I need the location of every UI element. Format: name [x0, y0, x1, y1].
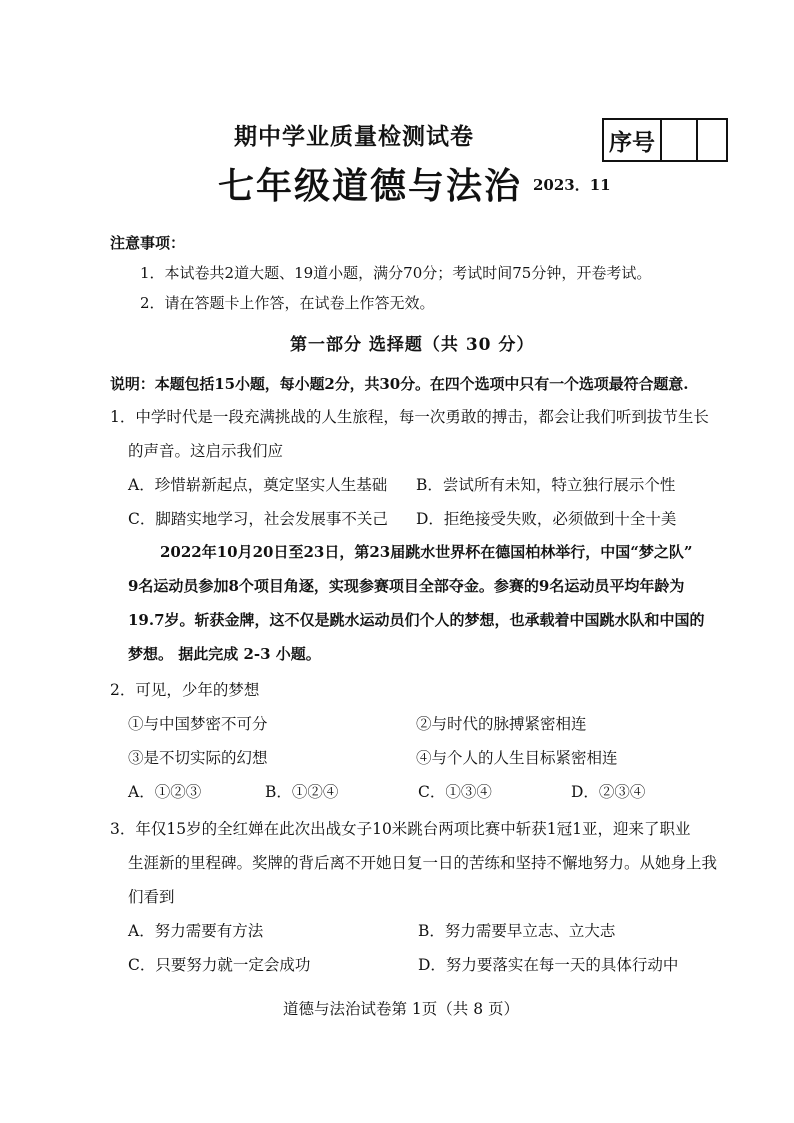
q3-stem-line1: 3．年仅15岁的全红婵在此次出战女子10米跳台两项比赛中斩获1冠1亚，迎来了职业 [110, 820, 691, 838]
passage-line-1: 2022年10月20日至23日，第23届跳水世界杯在德国柏林举行，中国“梦之队” [160, 543, 693, 561]
q2-option-b: B．①②④ [265, 783, 339, 801]
exam-date: 2023．11 [533, 176, 611, 194]
q1-stem-line1: 1．中学时代是一段充满挑战的人生旅程，每一次勇敢的搏击，都会让我们听到拔节生长 [110, 408, 709, 426]
q2-option-d: D．②③④ [571, 783, 646, 801]
q2-statement-2: ②与时代的脉搏紧密相连 [416, 715, 587, 733]
sequence-number-box [602, 118, 728, 162]
passage-line-3: 19.7岁。斩获金牌，这不仅是跳水运动员们个人的梦想，也承载着中国跳水队和中国的 [128, 611, 705, 629]
exam-title: 期中学业质量检测试卷 [234, 123, 474, 150]
q3-stem-line3: 们看到 [128, 888, 175, 906]
q2-statement-4: ④与个人的人生目标紧密相连 [416, 749, 618, 767]
q2-stem: 2．可见，少年的梦想 [110, 681, 260, 699]
notes-heading: 注意事项： [110, 234, 186, 252]
q3-option-a: A．努力需要有方法 [128, 922, 264, 940]
note-item-2: 2．请在答题卡上作答，在试卷上作答无效。 [140, 294, 435, 312]
sequence-label: 序号 [604, 120, 662, 160]
sequence-cell-2 [698, 120, 726, 160]
q2-option-c: C．①③④ [418, 783, 492, 801]
note-item-1: 1．本试卷共2道大题、19道小题，满分70分；考试时间75分钟，开卷考试。 [140, 264, 652, 282]
q1-option-d: D．拒绝接受失败，必须做到十全十美 [416, 510, 677, 528]
q2-statement-1: ①与中国梦密不可分 [128, 715, 268, 733]
q3-option-d: D．努力要落实在每一天的具体行动中 [418, 956, 679, 974]
q1-option-b: B．尝试所有未知，特立独行展示个性 [416, 476, 676, 494]
q3-option-c: C．只要努力就一定会成功 [128, 956, 311, 974]
section-title: 第一部分 选择题（共 30 分） [290, 335, 535, 355]
q2-statement-3: ③是不切实际的幻想 [128, 749, 268, 767]
q3-option-b: B．努力需要早立志、立大志 [418, 922, 616, 940]
subject-title: 七年级道德与法治 [218, 165, 523, 207]
q3-stem-line2: 生涯新的里程碑。奖牌的背后离不开她日复一日的苦练和坚持不懈地努力。从她身上我 [128, 854, 718, 872]
section-instruction: 说明：本题包括15小题，每小题2分，共30分。在四个选项中只有一个选项最符合题意. [110, 375, 689, 393]
q1-option-c: C．脚踏实地学习，社会发展事不关己 [128, 510, 388, 528]
sequence-cell-1 [662, 120, 698, 160]
page-footer: 道德与法治试卷第 1页（共 8 页） [283, 1000, 520, 1018]
q1-stem-line2: 的声音。这启示我们应 [128, 442, 284, 460]
q2-option-a: A．①②③ [128, 783, 202, 801]
passage-line-4: 梦想。 据此完成 2-3 小题。 [128, 645, 321, 663]
q1-option-a: A．珍惜崭新起点，奠定坚实人生基础 [128, 476, 388, 494]
passage-line-2: 9名运动员参加8个项目角逐，实现参赛项目全部夺金。参赛的9名运动员平均年龄为 [128, 577, 685, 595]
